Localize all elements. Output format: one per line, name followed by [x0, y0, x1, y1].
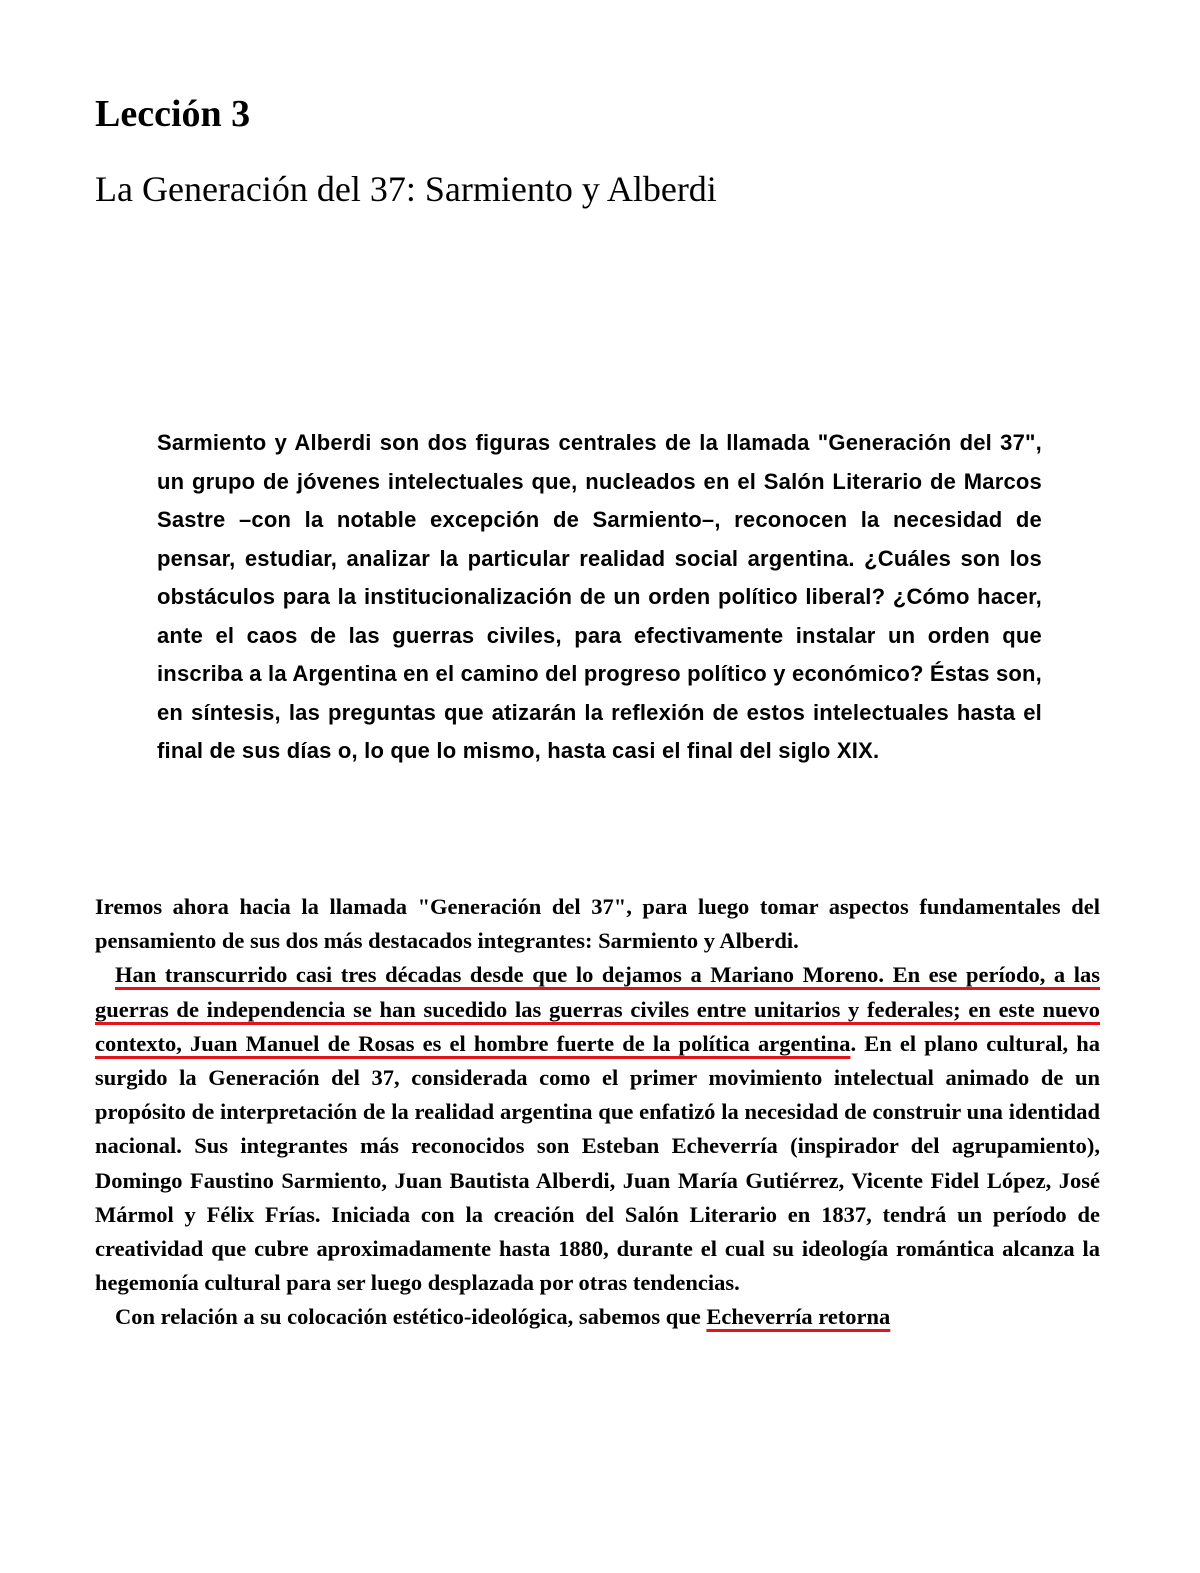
body-paragraph-2: [95, 958, 1100, 1300]
lesson-heading: Lección 3: [95, 93, 251, 135]
body-paragraph-2-rest: . En el plano cultural, ha surgido la Generación del 37, considerada como el primer movimiento intelectual animado de un propósito de interpretación de la realidad argentina que enfatizó la necesidad de construir una identidad nacional. Sus integrantes más reconocidos son Esteban Echeverría (inspirador del agrupamiento), Domingo Faustino Sarmiento, Juan Bautista Alberdi, Juan María Gutiérrez, Vicente Fidel López, José Mármol y Félix Frías. Iniciada con la creación del Salón Literario en 1837, tendrá un período de creatividad que cubre aproximadamente hasta 1880, durante el cual su ideología romántica alcanza la hegemonía cultural para ser luego desplazada por otras tendencias.: [95, 1030, 1100, 1296]
body-paragraph-1: Iremos ahora hacia la llamada "Generación del 37", para luego tomar aspectos fundamentales del pensamiento de sus dos más destacados integrantes: Sarmiento y Alberdi.: [95, 894, 1100, 954]
body-paragraph-3: [95, 1300, 1100, 1334]
abstract-paragraph: Sarmiento y Alberdi son dos figuras centrales de la llamada "Generación del 37", un grupo de jóvenes intelectuales que, nucleados en el Salón Literario de Marcos Sastre –con la notable excepción de Sarmiento–, reconocen la necesidad de pensar, estudiar, analizar la particular realidad social argentina. ¿Cuáles son los obstáculos para la institucionalización de un orden político liberal? ¿Cómo hacer, ante el caos de las guerras civiles, para efectivamente instalar un orden que inscriba a la Argentina en el camino del progreso político y económico? Éstas son, en síntesis, las preguntas que atizarán la reflexión de estos intelectuales hasta el final de sus días o, lo que lo mismo, hasta casi el final del siglo XIX.: [157, 430, 1042, 763]
highlighted-passage-2: Echeverría retorna: [706, 1304, 891, 1330]
lesson-subtitle: La Generación del 37: Sarmiento y Alberdi: [95, 169, 717, 209]
body-paragraph-3-start: Con relación a su colocación estético-ideológica, sabemos que: [115, 1304, 707, 1330]
body-text: [95, 890, 1100, 1335]
highlighted-passage: Han transcurrido casi tres décadas desde que lo dejamos a Mariano Moreno. En ese período, a las guerras de independencia se han sucedido las guerras civiles entre unitarios y federales; en este nuevo contexto, Juan Manuel de Rosas es el hombre fuerte de la política argentina: [95, 962, 1100, 1056]
